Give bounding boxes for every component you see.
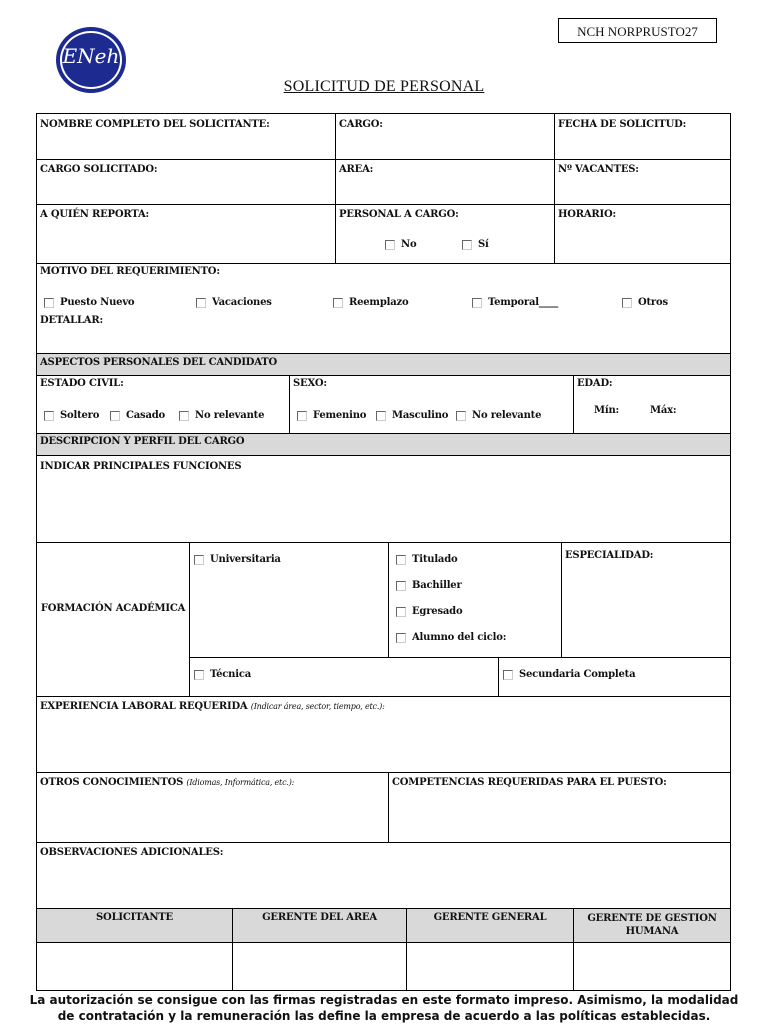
- document-code: NCH NORPRUSTO27: [558, 18, 717, 43]
- staff-yes-checkbox[interactable]: Sí: [462, 239, 489, 250]
- footer-line-2: de contratación y la remuneración las define la empresa de acuerdo a las políticas establecidas.: [57, 1009, 711, 1023]
- university-checkbox[interactable]: Universitaria: [194, 554, 281, 565]
- experience-label: EXPERIENCIA LABORAL REQUERIDA (Indicar área, sector, tiempo, etc.):: [40, 701, 385, 712]
- request-form: [36, 113, 731, 991]
- main-functions-label: INDICAR PRINCIPALES FUNCIONES: [40, 461, 242, 472]
- vacancies-label: Nº VACANTES:: [558, 164, 639, 175]
- age-min-label: Mín:: [594, 405, 620, 416]
- reason-replacement-checkbox[interactable]: Reemplazo: [333, 297, 408, 308]
- technical-checkbox[interactable]: Técnica: [194, 669, 251, 680]
- other-knowledge-label: OTROS CONOCIMIENTOS (Idiomas, Informática, etc.):: [40, 777, 295, 788]
- footer-note: [20, 992, 748, 1024]
- specialty-label: ESPECIALIDAD:: [565, 550, 654, 561]
- male-checkbox[interactable]: Masculino: [376, 410, 448, 421]
- marital-status-label: ESTADO CIVIL:: [40, 378, 124, 389]
- signature-area-manager: GERENTE DEL AREA: [262, 912, 377, 923]
- signature-general-manager: GERENTE GENERAL: [433, 912, 547, 923]
- graduated-checkbox[interactable]: Egresado: [396, 606, 462, 617]
- position-label: CARGO:: [339, 119, 383, 130]
- female-checkbox[interactable]: Femenino: [297, 410, 366, 421]
- requested-position-label: CARGO SOLICITADO:: [40, 164, 158, 175]
- competencies-label: COMPETENCIAS REQUERIDAS PARA EL PUESTO:: [392, 777, 667, 788]
- bachelor-checkbox[interactable]: Bachiller: [396, 580, 462, 591]
- request-date-label: FECHA DE SOLICITUD:: [558, 119, 687, 130]
- reason-other-checkbox[interactable]: Otros: [622, 297, 668, 308]
- graduate-titled-checkbox[interactable]: Titulado: [396, 554, 457, 565]
- academic-training-label: FORMACIÓN ACADÉMICA: [40, 603, 186, 614]
- married-checkbox[interactable]: Casado: [110, 410, 165, 421]
- area-label: AREA:: [339, 164, 374, 175]
- page-title: SOLICITUD DE PERSONAL: [283, 78, 485, 95]
- reason-vacation-checkbox[interactable]: Vacaciones: [196, 297, 272, 308]
- job-profile-header: DESCRIPCION Y PERFIL DEL CARGO: [40, 436, 245, 447]
- logo-text: ENeh: [62, 44, 120, 68]
- footer-line-1: La autorización se consigue con las firmas registradas en este formato impreso. Asimismo, la modalidad: [29, 993, 739, 1007]
- age-max-label: Máx:: [650, 405, 677, 416]
- staff-no-checkbox[interactable]: No: [385, 239, 416, 250]
- reason-temporary-checkbox[interactable]: Temporal____: [472, 297, 558, 308]
- sex-label: SEXO:: [293, 378, 327, 389]
- marital-not-relevant-checkbox[interactable]: No relevante: [179, 410, 264, 421]
- reason-label: MOTIVO DEL REQUERIMIENTO:: [40, 266, 220, 277]
- student-cycle-checkbox[interactable]: Alumno del ciclo:: [396, 632, 506, 643]
- single-checkbox[interactable]: Soltero: [44, 410, 99, 421]
- detail-label: DETALLAR:: [40, 315, 103, 326]
- sex-not-relevant-checkbox[interactable]: No relevante: [456, 410, 541, 421]
- reason-new-position-checkbox[interactable]: Puesto Nuevo: [44, 297, 134, 308]
- schedule-label: HORARIO:: [558, 209, 617, 220]
- observations-label: OBSERVACIONES ADICIONALES:: [40, 847, 224, 858]
- signature-hr-manager: GERENTE DE GESTION HUMANA: [587, 913, 717, 937]
- reports-to-label: A QUIÉN REPORTA:: [40, 209, 150, 220]
- applicant-name-label: NOMBRE COMPLETO DEL SOLICITANTE:: [40, 119, 270, 130]
- staff-in-charge-label: PERSONAL A CARGO:: [339, 209, 459, 220]
- age-label: EDAD:: [577, 378, 613, 389]
- secondary-complete-checkbox[interactable]: Secundaria Completa: [503, 669, 635, 680]
- signature-applicant: SOLICITANTE: [96, 912, 173, 923]
- personal-aspects-header: ASPECTOS PERSONALES DEL CANDIDATO: [40, 357, 278, 368]
